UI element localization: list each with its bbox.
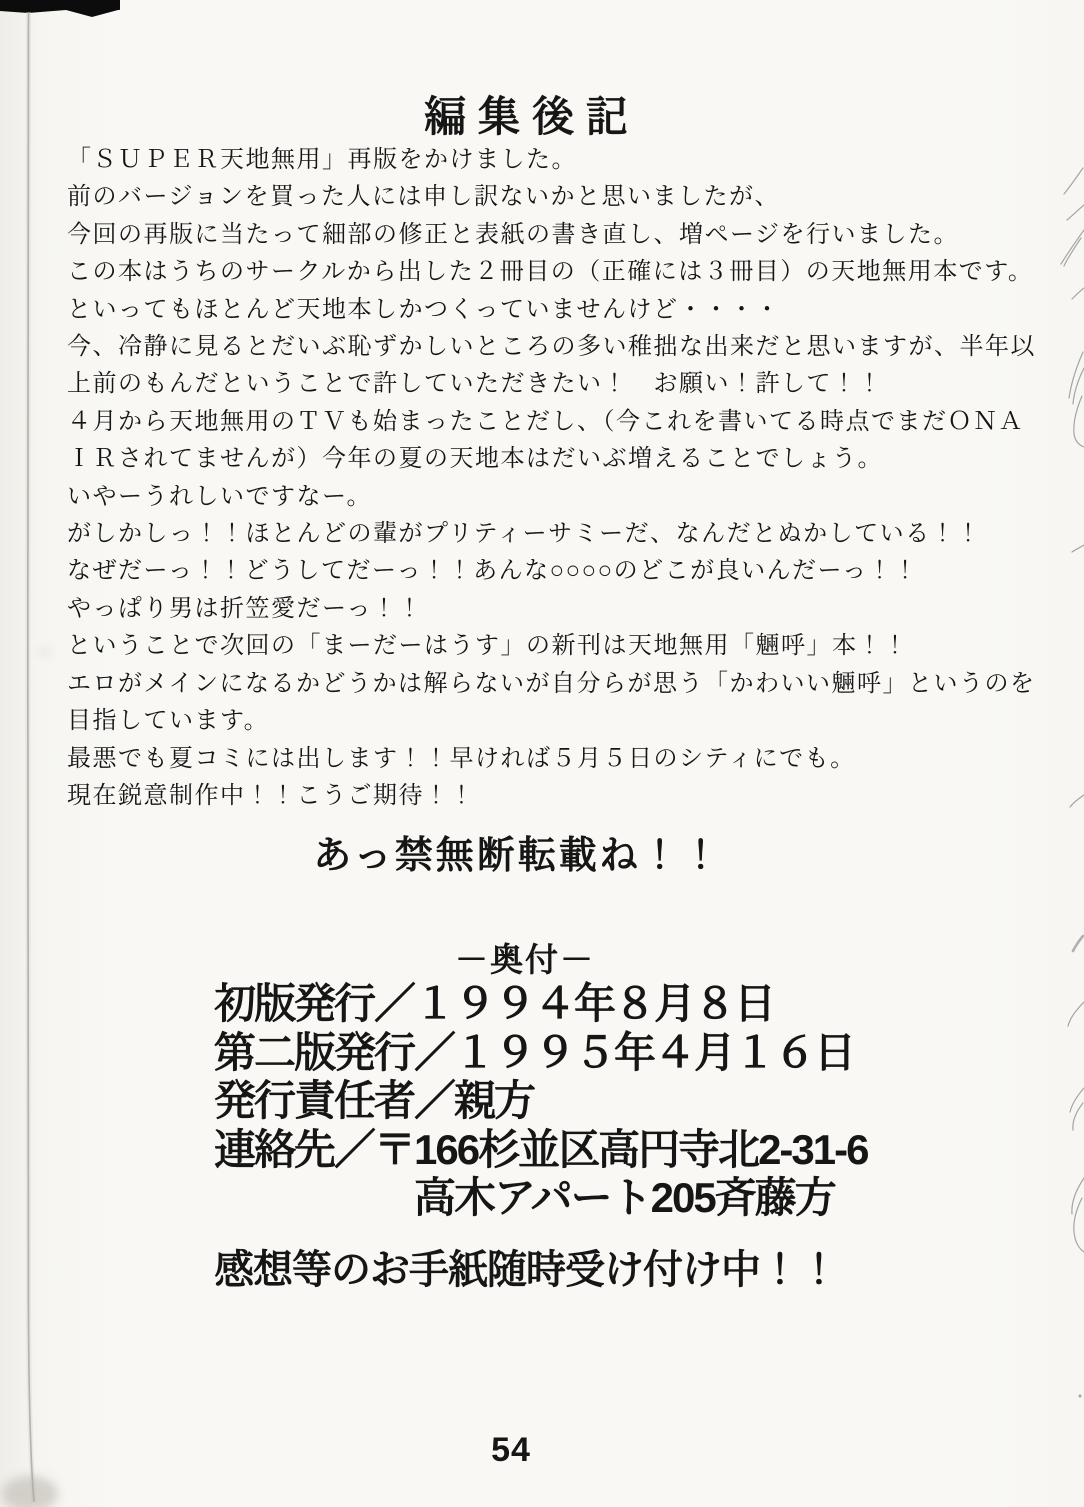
body-line: ということで次回の「まーだーはうす」の新刊は天地無用「魎呼」本！！ xyxy=(67,633,909,660)
body-line: ４月から天地無用のＴＶも始まったことだし、（今これを書いてる時点でまだＯＮＡ xyxy=(67,408,1024,435)
body-line: エロがメインになるかどうかは解らないが自分らが思う「かわいい魎呼」というのを xyxy=(67,670,1036,697)
colophon-block xyxy=(214,980,867,1223)
no-reprint-notice: あっ禁無断転載ね！！ xyxy=(313,835,723,877)
colophon-contact-line2: 高木アパート205斉藤方 xyxy=(414,1174,835,1221)
body-line: 今、冷静に見るとだいぶ恥ずかしいところの多い稚拙な出来だと思いますが、半年以 xyxy=(67,334,1036,361)
colophon-first-edition: 初版発行／１９９４年８月８日 xyxy=(214,980,775,1027)
body-line: いやーうれしいですなー。 xyxy=(67,483,373,510)
page-number: 54 xyxy=(491,1431,531,1469)
colophon-heading: －奥付－ xyxy=(455,941,595,978)
body-line: 上前のもんだということで許していただきたい！ お願い！許して！！ xyxy=(67,371,883,398)
colophon-second-edition: 第二版発行／１９９５年４月１６日 xyxy=(214,1028,855,1076)
body-line: この本はうちのサークルから出した２冊目の（正確には３冊目）の天地無用本です。 xyxy=(67,259,1034,286)
body-line: 今回の再版に当たって細部の修正と表紙の書き直し、増ページを行いました。 xyxy=(67,221,960,248)
body-line: 現在鋭意制作中！！こうご期待！！ xyxy=(67,782,475,809)
body-line: 最悪でも夏コミには出します！！早ければ５月５日のシティにでも。 xyxy=(67,745,856,772)
body-line: 目指しています。 xyxy=(67,708,270,735)
body-line: なぜだーっ！！どうしてだーっ！！あんな○○○○のどこが良いんだーっ！！ xyxy=(67,558,919,585)
afterword-title: 編集後記 xyxy=(423,95,640,141)
corner-shadow xyxy=(0,0,120,17)
body-line: やっぱり男は折笠愛だーっ！！ xyxy=(67,595,424,622)
body-line: ＩＲされてませんが）今年の夏の天地本はだいぶ増えることでしょう。 xyxy=(67,446,883,473)
body-line: がしかしっ！！ほとんどの輩がプリティーサミーだ、なんだとぬかしている！！ xyxy=(67,521,982,548)
colophon-publisher: 発行責任者／親方 xyxy=(214,1077,535,1124)
colophon-contact-line1: 連絡先／〒166杉並区高円寺北2-31-6 xyxy=(214,1125,868,1173)
body-line: 「ＳＵＰＥＲ天地無用」再版をかけました。 xyxy=(67,147,577,173)
body-line: といってもほとんど天地本しかつくっていませんけど・・・・ xyxy=(67,296,781,323)
feedback-note: 感想等のお手紙随時受け付け中！！ xyxy=(214,1248,838,1292)
body-line: 前のバージョンを買った人には申し訳ないかと思いましたが、 xyxy=(67,184,781,211)
afterword-body xyxy=(67,142,1048,815)
